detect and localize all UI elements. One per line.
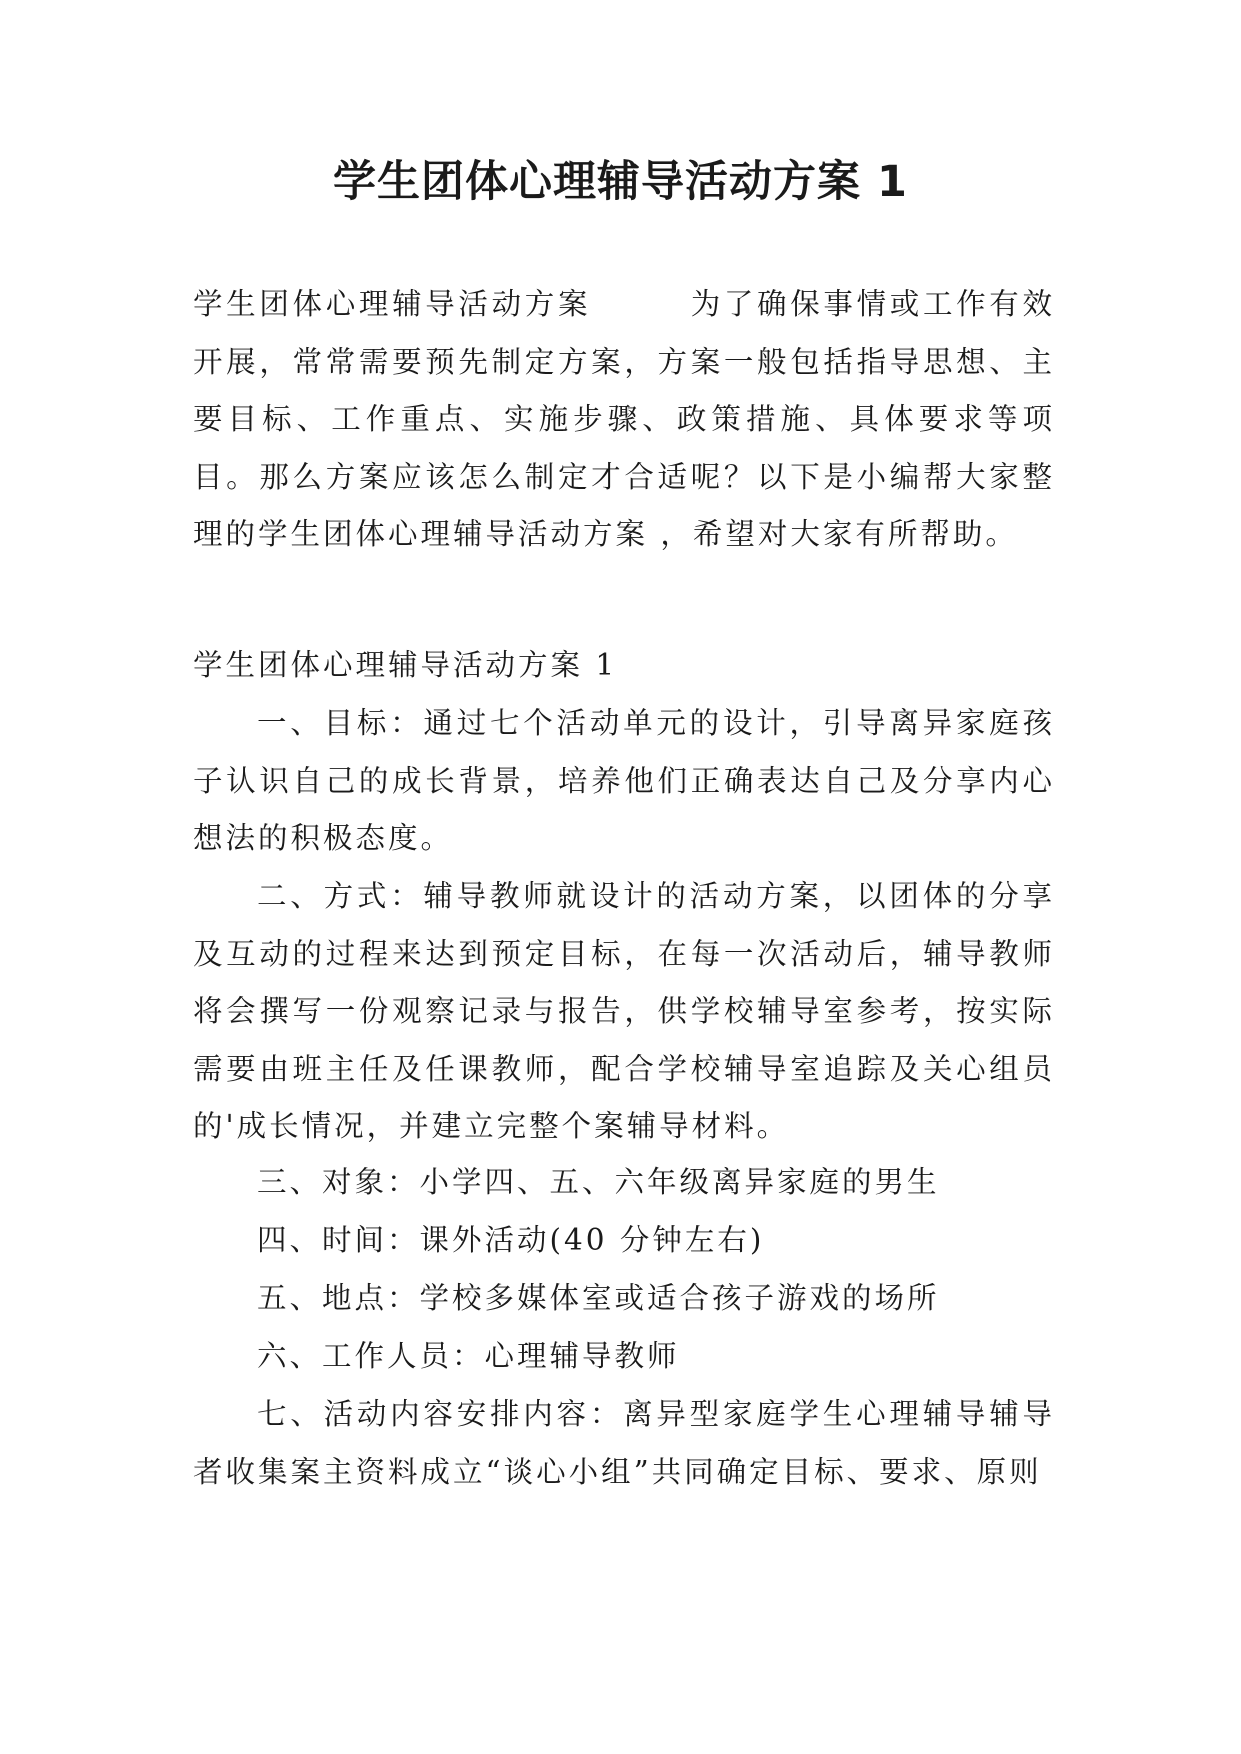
item-method: 二、方式：辅导教师就设计的活动方案，以团体的分享及互动的过程来达到预定目标，在每一次活动后，辅导教师将会撰写一份观察记录与报告，供学校辅导室参考，按实际需要由班主任及任课教师，配合学校辅导室追踪及关心组员的'成长情况，并建立完整个案辅导材料。	[193, 879, 1055, 1143]
intro-paragraph: 学生团体心理辅导活动方案 为了确保事情或工作有效开展，常常需要预先制定方案，方案一般包括指导思想、主要目标、工作重点、实施步骤、政策措施、具体要求等项目。那么方案应该怎么制定才合适呢？以下是小编帮大家整理的学生团体心理辅导活动方案 ，希望对大家有所帮助。	[193, 287, 1055, 551]
item-target: 三、对象：小学四、五、六年级离异家庭的男生	[257, 1165, 940, 1199]
item-time: 四、时间：课外活动(40 分钟左右)	[257, 1223, 765, 1257]
item-staff: 六、工作人员：心理辅导教师	[257, 1339, 680, 1373]
item-content: 七、活动内容安排内容：离异型家庭学生心理辅导辅导者收集案主资料成立“谈心小组”共同确定目标、要求、原则	[193, 1397, 1055, 1489]
document-title: 学生团体心理辅导活动方案 1	[333, 157, 908, 207]
item-goal: 一、目标：通过七个活动单元的设计，引导离异家庭孩子认识自己的成长背景，培养他们正确表达自己及分享内心想法的积极态度。	[193, 706, 1055, 855]
section-heading: 学生团体心理辅导活动方案 1	[193, 648, 618, 682]
item-location: 五、地点：学校多媒体室或适合孩子游戏的场所	[257, 1281, 940, 1315]
